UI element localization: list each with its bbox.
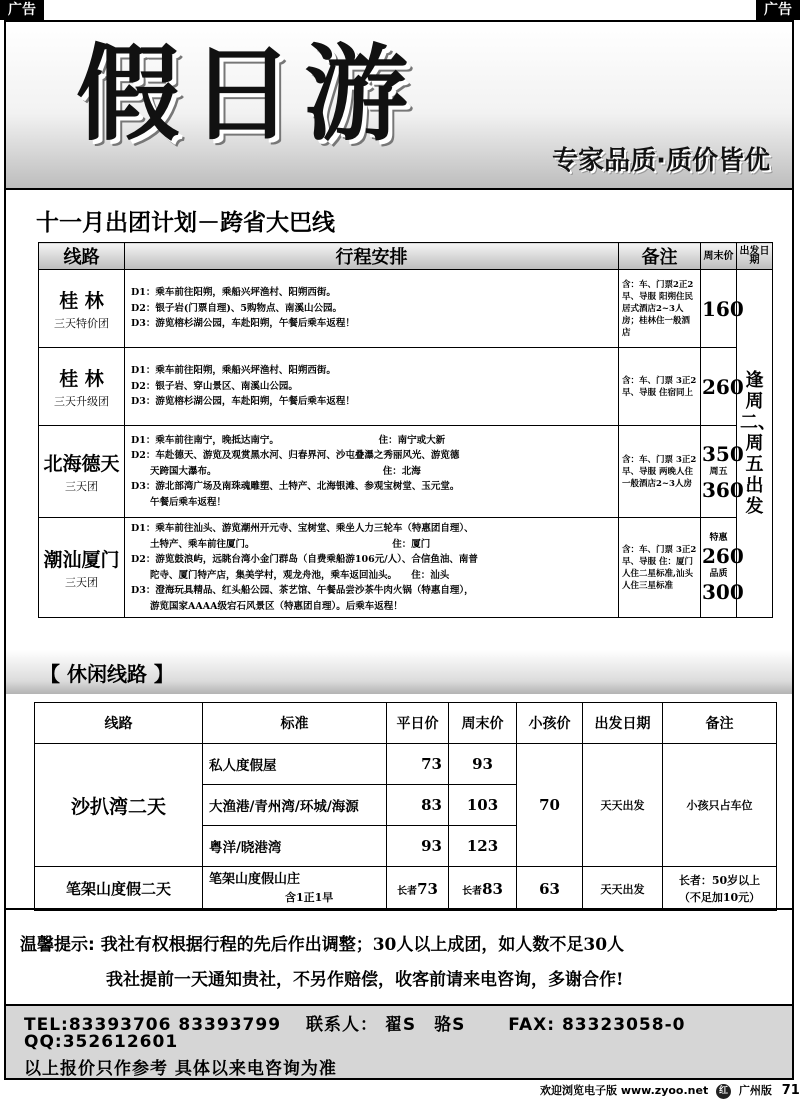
bus-tour-header-row [39,243,773,270]
leisure-tour-table [34,702,777,911]
section1-title: 十一月出团计划－跨省大巴线 [36,210,335,236]
note-line: 长者：50岁以上 [678,873,761,887]
note [663,867,777,911]
col-price: 周末价 [701,243,737,270]
route-name: 沙扒湾二天 [35,744,203,867]
route-subtitle: 三天升级团 [54,395,109,408]
itinerary-line: D3：游览榕杉湖公园，车赴阳朔，午餐后乘车返程！ [131,396,355,408]
header-banner [6,22,792,190]
tour-row-guilin-budget [39,270,773,348]
note: 小孩只占车位 [663,744,777,867]
itinerary-line: 游览国家AAAA级宕石风景区（特惠团自理）。后乘车返程！ [131,600,403,612]
route-subtitle: 三天团 [65,480,98,493]
child-price: 70 [517,744,583,867]
senior-prefix: 长者 [462,885,483,897]
itinerary-line: D1：乘车前往阳朔，乘船兴坪渔村、阳朔西街。 [131,365,336,377]
fax-number: FAX: 83323058-0 [508,1015,686,1035]
contact-person-label: 联系人： [305,1015,378,1035]
warm-tips [20,930,780,990]
itinerary-line: D3：澄海玩具精品、红头船公园、茶艺馆、午餐品尝沙茶牛肉火锅（特惠自理）， [131,585,474,596]
price-label: 周五 [709,466,728,477]
depart-date: 天天出发 [583,744,663,867]
price-value: 83 [482,879,503,898]
ad-tag-right: 广告 [756,0,800,20]
itinerary-line: 土特产、乘车前往厦门。 住：厦门 [131,538,431,550]
page-number: 71 [781,1083,800,1098]
col-weekday-price: 平日价 [387,703,449,744]
child-price: 63 [517,867,583,911]
route-cell [39,426,125,518]
standard-name [203,867,387,911]
price-cell [701,426,744,518]
price-value: 73 [417,879,438,898]
ad-tag-left: 广告 [0,0,44,20]
col-notes: 备注 [619,243,701,270]
price-value-2: 300 [702,579,744,604]
standard-name: 大渔港/青州湾/环城/海源 [203,785,387,826]
weekday-price: 83 [387,785,449,826]
leisure-row [35,744,777,785]
note-cell: 含：车、门票2正2早、导服 阳朔住民居式酒店2~3人房；桂林住一般酒店 [619,270,701,348]
warm-tips-line-1 [20,930,780,955]
col-standard: 标准 [203,703,387,744]
weekday-price: 73 [387,744,449,785]
itinerary-cell [125,518,619,618]
route-subtitle: 三天特价团 [54,317,109,330]
route-name: 桂 林 [59,368,104,390]
price-label-2: 品质 [709,568,728,579]
standard-subline: 含1正1早 [285,890,334,904]
route-name: 笔架山度假二天 [35,867,203,911]
col-weekend-price: 周末价 [449,703,517,744]
tel-number: TEL:83393706 83393799 [24,1015,282,1035]
price-cell [701,518,744,618]
note-cell: 含：车、门票 3正2早、导服 两晚人住一般酒店2~3人房 [619,426,701,518]
route-subtitle: 三天团 [65,576,98,589]
itinerary-cell [125,270,619,348]
col-child-price: 小孩价 [517,703,583,744]
itinerary-line: D1：乘车前往汕头、游览潮州开元寺、宝树堂、乘坐人力三轮车（特惠团自理）、 [131,523,474,534]
edition-badge: 红 [716,1084,731,1099]
price-value: 350 [702,441,744,466]
tour-row-guilin-upgrade [39,348,773,426]
price-value: 260 [702,374,744,399]
depart-date: 天天出发 [583,867,663,911]
divider [6,908,792,910]
weekend-price: 103 [449,785,517,826]
col-depart: 出发日期 [737,243,773,270]
col-route: 线路 [39,243,125,270]
itinerary-line: D2：银子岩、穿山景区、南溪山公园。 [131,380,298,392]
note-cell: 含：车、门票 3正2早、导服 住：厦门人住二星标准,汕头人住三星标准 [619,518,701,618]
contact-person: 翟S 骆S [384,1015,466,1035]
footer-text: 欢迎浏览电子版 www.zyoo.net [540,1084,709,1097]
col-route: 线路 [35,703,203,744]
weekday-price: 93 [387,826,449,867]
weekend-price [449,867,517,911]
itinerary-line: 午餐后乘车返程！ [131,496,227,508]
weekend-price: 123 [449,826,517,867]
price-label: 特惠 [709,532,728,543]
standard-name: 私人度假屋 [203,744,387,785]
itinerary-line: D1：乘车前往南宁，晚抵达南宁。 住：南宁或大新 [131,434,446,446]
col-notes: 备注 [663,703,777,744]
price-cell [701,270,744,348]
contact-bar [6,1004,792,1080]
warm-tips-text-1: 我社有权根据行程的先后作出调整；30人以上成团，如人数不足30人 [100,935,625,955]
standard-name: 粤洋/晓港湾 [203,826,387,867]
itinerary-line: D1：乘车前往阳朔，乘船兴坪渔村、阳朔西街。 [131,287,336,299]
note-line-2: （不足加10元） [678,890,761,904]
itinerary-line: 陀寺、厦门特产店，集美学村，观龙舟池，乘车返回汕头。 住：汕头 [131,569,450,581]
ad-frame [4,20,794,1080]
itinerary-line: D2：车赴德天、游览及观赏黑水河、归春界河、沙屯叠瀑之秀丽风光、游览德 [131,450,460,462]
weekend-price: 93 [449,744,517,785]
itinerary-line: 天跨国大瀑布。 住：北海 [131,465,421,477]
price-cell [701,348,744,426]
price-value: 260 [702,543,744,568]
price-disclaimer: 以上报价只作参考 具体以来电咨询为准 [24,1059,337,1079]
bus-tour-table [38,242,776,618]
brand-logo: 假日游 [76,33,419,155]
itinerary-line: D2：银子岩(门票自理)、5购物点、南溪山公园。 [131,302,342,314]
weekday-price [387,867,449,911]
leisure-header-row [35,703,777,744]
price-value: 160 [702,296,744,321]
itinerary-cell [125,426,619,518]
standard-line: 笔架山度假山庄 [209,871,301,887]
route-name: 北海德天 [43,453,120,475]
edition-name: 广州版 [738,1084,772,1097]
qq-number: QQ:352612601 [24,1032,179,1052]
itinerary-cell [125,348,619,426]
tour-row-chaoshan [39,518,773,618]
senior-prefix: 长者 [397,885,418,897]
route-name: 桂 林 [59,290,104,312]
brand-slogan: 专家品质·质价皆优 [552,146,770,176]
col-depart-date: 出发日期 [583,703,663,744]
price-value-2: 360 [702,477,744,502]
route-cell [39,270,125,348]
section2-title: 【 休闲线路 】 [40,662,174,686]
route-cell [39,518,125,618]
route-cell [39,348,125,426]
warm-tips-label: 温馨提示: [20,935,95,955]
itinerary-line: D3：游览榕杉湖公园，车赴阳朔，午餐后乘车返程！ [131,318,355,330]
itinerary-line: D3：游北部湾广场及南珠魂雕塑、土特产、北海银滩、参观宝树堂、玉元堂。 [131,481,460,493]
warm-tips-text-2: 我社提前一天通知贵社，不另作赔偿，收客前请来电咨询，多谢合作! [106,970,624,990]
tour-row-beihai [39,426,773,518]
col-itinerary: 行程安排 [125,243,619,270]
note-cell: 含：车、门票 3正2早、导服 住宿同上 [619,348,701,426]
route-name: 潮汕厦门 [43,549,120,571]
leisure-row [35,867,777,911]
page-footer [540,1082,800,1099]
itinerary-line: D2：游览鼓浪屿，远眺台湾小金门群岛（自费乘船游106元/人）、合信鱼油、南普 [131,554,478,565]
depart-cell: 逢周二、周五出发 [737,270,773,618]
